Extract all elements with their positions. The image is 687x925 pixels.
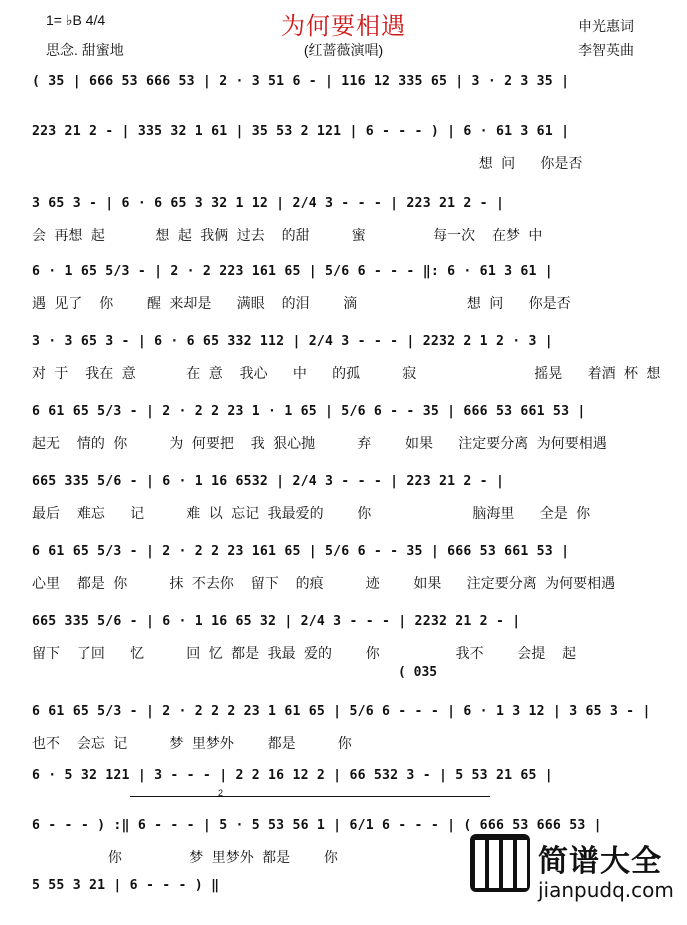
notation-line: 3 65 3 - | 6 · 6 65 3 32 1 12 | 2/4 3 - - - | 223 21 2 - | <box>32 196 505 211</box>
notation-line: 6 · 5 32 121 | 3 - - - | 2 2 16 12 2 | 66 532 3 - | 5 53 21 65 | <box>32 768 553 783</box>
volta-bracket <box>130 796 490 797</box>
notation-line: 223 21 2 - | 335 32 1 61 | 35 53 2 121 | 6 - - - ) | 6 · 61 3 61 | <box>32 124 570 139</box>
notation-line: ( 35 | 666 53 666 53 | 2 · 3 51 6 - | 116 12 335 65 | 3 · 2 3 35 | <box>32 74 570 89</box>
notation-line: 6 - - - ) :‖ 6 - - - | 5 · 5 53 56 1 | 6/1 6 - - - | ( 666 53 666 53 | <box>32 818 602 833</box>
lyrics-line: 也不 会忘 记 梦 里梦外 都是 你 <box>32 736 352 751</box>
score-line <box>32 474 662 521</box>
notation-line: 6 61 65 5/3 - | 2 · 2 2 2 23 1 61 65 | 5/6 6 - - - | 6 · 1 3 12 | 3 65 3 - | <box>32 704 651 719</box>
notation-line: 5 55 3 21 | 6 - - - ) ‖ <box>32 878 220 893</box>
score-line <box>32 196 662 243</box>
score-line <box>32 74 662 121</box>
lyrics-line: 心里 都是 你 抹 不去你 留下 的痕 迹 如果 注定要分离 为何要相遇 <box>32 576 616 591</box>
score-line <box>32 704 662 751</box>
notation-line: 665 335 5/6 - | 6 · 1 16 6532 | 2/4 3 - - - | 223 21 2 - | <box>32 474 505 489</box>
score-line <box>32 264 662 311</box>
lyrics-line: 想 问 你是否 <box>32 156 583 171</box>
piano-icon <box>470 834 530 892</box>
notation-line: 6 · 1 65 5/3 - | 2 · 2 223 161 65 | 5/6 6 - - - ‖: 6 · 61 3 61 | <box>32 264 553 279</box>
lyrics-line: 留下 了回 忆 回 忆 都是 我最 爱的 你 我不 会提 起 <box>32 646 577 661</box>
score-line <box>32 334 662 381</box>
lyrics-line: 会 再想 起 想 起 我俩 过去 的甜 蜜 每一次 在梦 中 <box>32 228 543 243</box>
notation-line: 3 · 3 65 3 - | 6 · 6 65 332 112 | 2/4 3 - - - | 2232 2 1 2 · 3 | <box>32 334 553 349</box>
watermark-url: jianpudq.com <box>538 878 674 902</box>
lyrics-line: 起无 情的 你 为 何要把 我 狠心抛 弃 如果 注定要分离 为何要相遇 <box>32 436 607 451</box>
lyrics-line <box>32 797 662 815</box>
key-signature: 1= ♭B 4/4 <box>46 12 106 28</box>
lyrics-line: 遇 见了 你 醒 来却是 满眼 的泪 滴 想 问 你是否 <box>32 296 571 311</box>
lyrics-line <box>32 103 662 121</box>
lyrics-line: 你 梦 里梦外 都是 你 <box>32 850 338 865</box>
score-line <box>32 124 662 171</box>
song-title: 为何要相遇 <box>281 12 406 40</box>
watermark-logo <box>466 832 687 910</box>
score-line <box>32 768 662 815</box>
watermark-brand: 简谱大全 <box>538 844 662 879</box>
singer-credit: (红蔷薇演唱) <box>303 42 384 58</box>
score-line <box>32 404 662 451</box>
score-line <box>32 614 662 661</box>
lyrics-line: 对 于 我在 意 在 意 我心 中 的孤 寂 摇晃 着酒 杯 想 <box>32 366 661 381</box>
volta-number: 2 <box>218 788 224 798</box>
mood-marking: 思念. 甜蜜地 <box>46 42 124 58</box>
pickup-notes: ( 035 <box>398 665 438 680</box>
score-line <box>32 544 662 591</box>
lyrics-line: 最后 难忘 记 难 以 忘记 我最爱的 你 脑海里 全是 你 <box>32 506 591 521</box>
composer-credit: 李智英曲 <box>578 42 634 58</box>
notation-line: 665 335 5/6 - | 6 · 1 16 65 32 | 2/4 3 - - - | 2232 21 2 - | <box>32 614 521 629</box>
notation-line: 6 61 65 5/3 - | 2 · 2 2 23 1 · 1 65 | 5/6 6 - - 35 | 666 53 661 53 | <box>32 404 586 419</box>
lyricist-credit: 申光惠词 <box>578 18 634 34</box>
notation-line: 6 61 65 5/3 - | 2 · 2 2 23 161 65 | 5/6 6 - - 35 | 666 53 661 53 | <box>32 544 570 559</box>
